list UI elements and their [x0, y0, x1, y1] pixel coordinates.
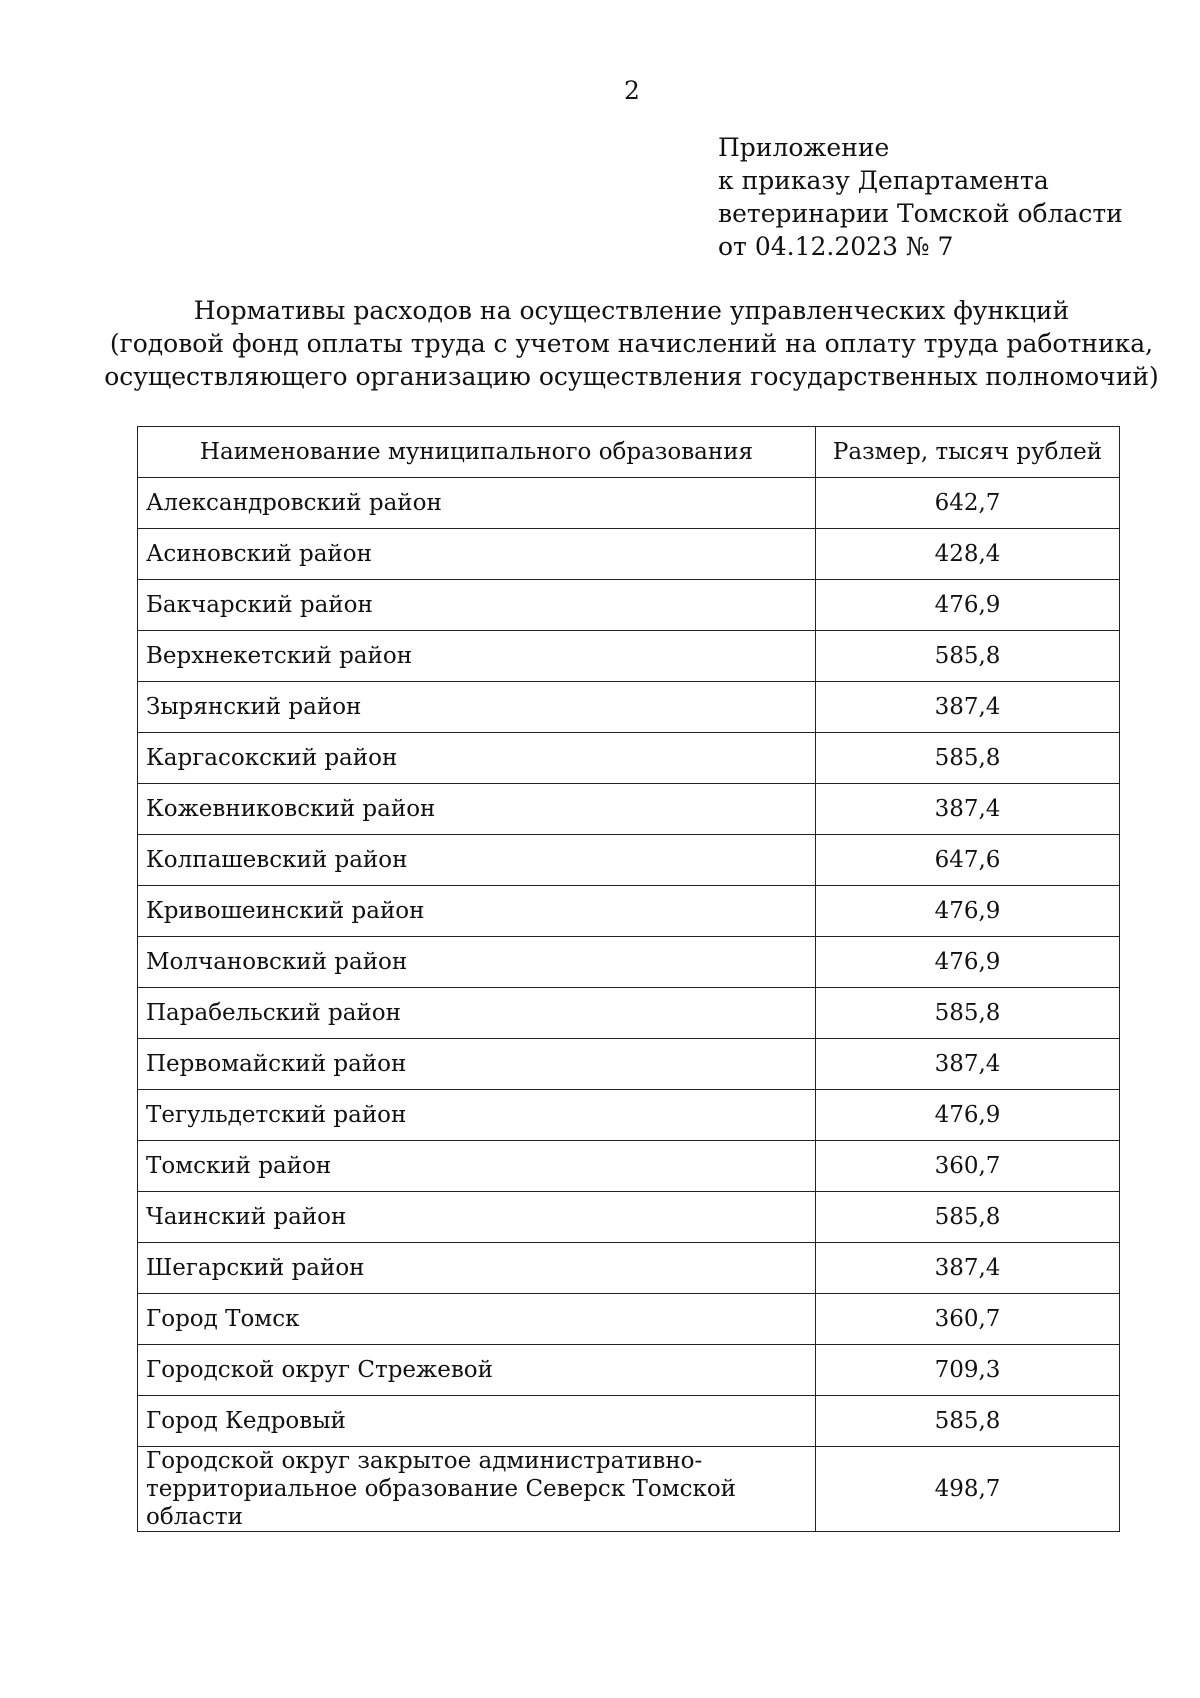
municipality-name: Кривошеинский район	[138, 886, 816, 937]
amount-value: 585,8	[816, 631, 1120, 682]
amount-value: 642,7	[816, 478, 1120, 529]
table-row	[138, 1345, 1120, 1396]
table-row	[138, 784, 1120, 835]
table-row	[138, 478, 1120, 529]
amount-value: 476,9	[816, 937, 1120, 988]
table-header-row	[138, 427, 1120, 478]
amount-value: 360,7	[816, 1141, 1120, 1192]
amount-value: 476,9	[816, 1090, 1120, 1141]
table-row	[138, 682, 1120, 733]
amount-value: 476,9	[816, 886, 1120, 937]
table-row	[138, 1141, 1120, 1192]
table-row	[138, 1294, 1120, 1345]
municipality-name: Верхнекетский район	[138, 631, 816, 682]
header-municipality: Наименование муниципального образования	[138, 427, 816, 478]
municipality-name: Каргасокский район	[138, 733, 816, 784]
page-number: 2	[624, 76, 640, 105]
municipality-name: Городской округ Стрежевой	[138, 1345, 816, 1396]
municipality-name: Бакчарский район	[138, 580, 816, 631]
amount-value: 585,8	[816, 1192, 1120, 1243]
amount-value: 476,9	[816, 580, 1120, 631]
table-row	[138, 1447, 1120, 1532]
municipality-name: Молчановский район	[138, 937, 816, 988]
table-row	[138, 886, 1120, 937]
municipality-name: Кожевниковский район	[138, 784, 816, 835]
title-line: Нормативы расходов на осуществление управленческих функций	[193, 296, 1070, 325]
amount-value: 585,8	[816, 733, 1120, 784]
amount-value: 387,4	[816, 784, 1120, 835]
municipality-name: Зырянский район	[138, 682, 816, 733]
municipality-name: Колпашевский район	[138, 835, 816, 886]
amount-value: 428,4	[816, 529, 1120, 580]
annex-line: ветеринарии Томской области	[718, 199, 1123, 228]
municipality-name: Томский район	[138, 1141, 816, 1192]
municipality-name: Асиновский район	[138, 529, 816, 580]
amount-value: 387,4	[816, 1039, 1120, 1090]
title-line: (годовой фонд оплаты труда с учетом начислений на оплату труда работника,	[109, 329, 1154, 358]
amount-value: 360,7	[816, 1294, 1120, 1345]
table-row	[138, 733, 1120, 784]
title-line: осуществляющего организацию осуществления государственных полномочий)	[104, 362, 1159, 391]
table-row	[138, 631, 1120, 682]
table-row	[138, 835, 1120, 886]
document-title	[100, 294, 1163, 393]
municipality-name: Первомайский район	[138, 1039, 816, 1090]
amount-value: 387,4	[816, 1243, 1120, 1294]
amount-value: 647,6	[816, 835, 1120, 886]
annex-block	[718, 131, 1123, 263]
amount-value: 585,8	[816, 1396, 1120, 1447]
annex-line: Приложение	[718, 133, 890, 162]
table-row	[138, 1090, 1120, 1141]
amount-value: 585,8	[816, 988, 1120, 1039]
table-row	[138, 580, 1120, 631]
header-amount: Размер, тысяч рублей	[816, 427, 1120, 478]
table-row	[138, 1039, 1120, 1090]
municipality-name: Город Кедровый	[138, 1396, 816, 1447]
municipality-name: Александровский район	[138, 478, 816, 529]
municipality-name: Парабельский район	[138, 988, 816, 1039]
annex-line: от 04.12.2023 № 7	[718, 232, 954, 261]
table-row	[138, 988, 1120, 1039]
table-row	[138, 529, 1120, 580]
table-row	[138, 1243, 1120, 1294]
municipality-name: Чаинский район	[138, 1192, 816, 1243]
norms-table	[137, 426, 1120, 1532]
amount-value: 387,4	[816, 682, 1120, 733]
municipality-name: Тегульдетский район	[138, 1090, 816, 1141]
table-row	[138, 1396, 1120, 1447]
table-row	[138, 1192, 1120, 1243]
municipality-name: Город Томск	[138, 1294, 816, 1345]
municipality-name: Шегарский район	[138, 1243, 816, 1294]
annex-line: к приказу Департамента	[718, 166, 1049, 195]
amount-value: 709,3	[816, 1345, 1120, 1396]
amount-value: 498,7	[816, 1447, 1120, 1532]
table-row	[138, 937, 1120, 988]
municipality-name: Городской округ закрытое административно-территориальное образование Северск Томской области	[138, 1447, 816, 1532]
